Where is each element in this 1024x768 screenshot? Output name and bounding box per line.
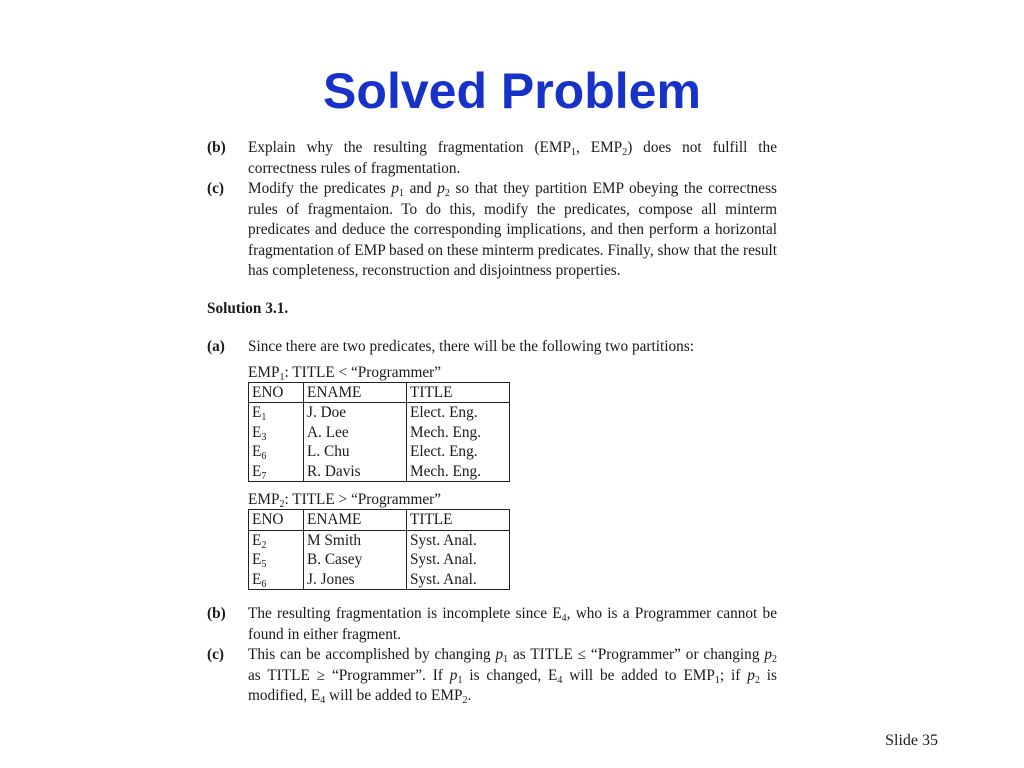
question-b (207, 138, 777, 179)
solution-b-text (248, 604, 777, 645)
text-run: and (404, 180, 438, 197)
subscript: 2 (261, 539, 267, 551)
cell-title: Syst. Anal. (407, 530, 510, 550)
subscript: 2 (622, 147, 628, 158)
question-c-text (248, 179, 777, 282)
cell-eno (249, 530, 304, 550)
text-run: Modify the predicates (248, 180, 392, 197)
text-run: E (252, 404, 262, 421)
subscript: 1 (279, 371, 285, 383)
subscript: 5 (261, 559, 267, 570)
question-c (207, 179, 777, 282)
cell-eno (249, 462, 304, 482)
subscript: 1 (503, 654, 509, 665)
math-var: p (495, 646, 504, 663)
column-header-title: TITLE (407, 510, 510, 531)
subscript: 1 (457, 674, 463, 686)
cell-title: Mech. Eng. (407, 423, 510, 443)
slide-title: Solved Problem (323, 63, 701, 119)
cell-title: Mech. Eng. (407, 462, 510, 482)
solution-a (207, 337, 777, 358)
text-run: ) does not fulfill the correctness rules of fragmentation. (248, 139, 777, 177)
subscript: 2 (754, 674, 760, 686)
column-header-eno: ENO (249, 510, 304, 531)
solution-b-marker: (b) (207, 605, 226, 622)
math-var: p (764, 646, 772, 663)
table-header-row (249, 510, 510, 531)
solution-c-text (248, 645, 777, 707)
cell-title: Syst. Anal. (407, 550, 510, 570)
column-header-ename: ENAME (304, 510, 407, 531)
text-run: , who is a Programmer cannot be found in either fragment. (248, 605, 777, 643)
solution-b (207, 604, 777, 645)
subscript: 7 (261, 470, 267, 482)
solution-a-text: Since there are two predicates, there will be the following two partitions: (248, 338, 695, 355)
cell-title: Syst. Anal. (407, 570, 510, 590)
table-row (249, 462, 510, 482)
text-run: so that they partition EMP obeying the correctness rules of fragmentaion. To do this, modify the predicates, compose all minterm predicates and deduce the corresponding implications, and then perform a horizontal fragmentation of EMP based on these minterm predicates. Finally, show that the result has completeness, reconstruction and disjointness properties. (248, 180, 777, 279)
text-run: E (252, 531, 262, 549)
cell-ename: J. Jones (304, 570, 407, 590)
table-row (249, 442, 510, 462)
text-run: as TITLE ≥ “Programmer”. If (248, 666, 450, 684)
text-run: will be added to EMP (325, 687, 463, 704)
text-run: is modified, E (248, 666, 778, 704)
text-run: E (252, 423, 262, 441)
subscript: 1 (261, 412, 267, 423)
cell-ename: R. Davis (304, 462, 407, 482)
question-b-marker: (b) (207, 139, 226, 156)
text-run: E (252, 551, 262, 568)
subscript: 6 (261, 578, 267, 590)
text-run: E (252, 570, 262, 588)
text-run: will be added to EMP (562, 666, 715, 684)
subscript: 2 (772, 654, 777, 665)
subscript: 1 (571, 147, 576, 158)
cell-ename: M Smith (304, 530, 407, 550)
cell-eno (249, 442, 304, 462)
solution-c-marker: (c) (207, 646, 224, 663)
text-run: Explain why the resulting fragmentation (EMP (248, 139, 571, 156)
table-header-row (249, 382, 510, 403)
emp2-caption (248, 491, 777, 509)
subscript: 2 (444, 188, 450, 199)
text-run: : TITLE > “Programmer” (284, 491, 442, 508)
cell-ename: B. Casey (304, 550, 407, 570)
table-row (249, 550, 510, 570)
text-run: : TITLE < “Programmer” (284, 363, 442, 381)
cell-ename: L. Chu (304, 442, 407, 462)
subscript: 2 (279, 499, 285, 510)
emp1-caption (248, 364, 777, 382)
text-run: E (252, 443, 262, 460)
subscript: 1 (399, 188, 404, 199)
cell-ename: A. Lee (304, 423, 407, 443)
subscript: 1 (714, 674, 720, 686)
cell-eno (249, 403, 304, 423)
subscript: 4 (320, 695, 326, 706)
table-row (249, 570, 510, 590)
table-row (249, 423, 510, 443)
slide-number: Slide 35 (885, 732, 938, 749)
subscript: 4 (557, 674, 563, 686)
emp1-table (248, 382, 510, 483)
subscript: 6 (261, 451, 267, 462)
text-run: This can be accomplished by changing (248, 646, 496, 663)
cell-title: Elect. Eng. (407, 403, 510, 423)
text-run: E (252, 462, 262, 480)
math-var: p (449, 666, 458, 684)
table-row (249, 530, 510, 550)
math-var: p (747, 666, 755, 684)
math-var: p (437, 180, 445, 197)
cell-ename: J. Doe (304, 403, 407, 423)
text-run: . (467, 687, 472, 704)
math-var: p (391, 180, 399, 197)
cell-eno (249, 570, 304, 590)
question-b-text (248, 138, 777, 179)
question-c-marker: (c) (207, 180, 224, 197)
table-row (249, 403, 510, 423)
solution-a-marker: (a) (207, 338, 225, 355)
cell-title: Elect. Eng. (407, 442, 510, 462)
column-header-title: TITLE (407, 382, 510, 403)
text-run: as TITLE ≤ “Programmer” or changing (508, 646, 765, 663)
text-run: EMP (248, 491, 280, 508)
subscript: 4 (561, 613, 567, 624)
text-run: The resulting fragmentation is incomplete since E (248, 605, 562, 622)
column-header-eno: ENO (249, 382, 304, 403)
column-header-ename: ENAME (304, 382, 407, 403)
cell-eno (249, 423, 304, 443)
text-run: is changed, E (462, 666, 558, 684)
subscript: 2 (462, 695, 468, 706)
slide-content (207, 138, 777, 707)
solution-c (207, 645, 777, 707)
solution-heading: Solution 3.1. (207, 299, 289, 317)
text-run: , EMP (576, 139, 623, 156)
emp2-table (248, 509, 510, 590)
subscript: 3 (261, 431, 267, 443)
text-run: EMP (248, 363, 280, 381)
cell-eno (249, 550, 304, 570)
text-run: ; if (719, 666, 748, 684)
